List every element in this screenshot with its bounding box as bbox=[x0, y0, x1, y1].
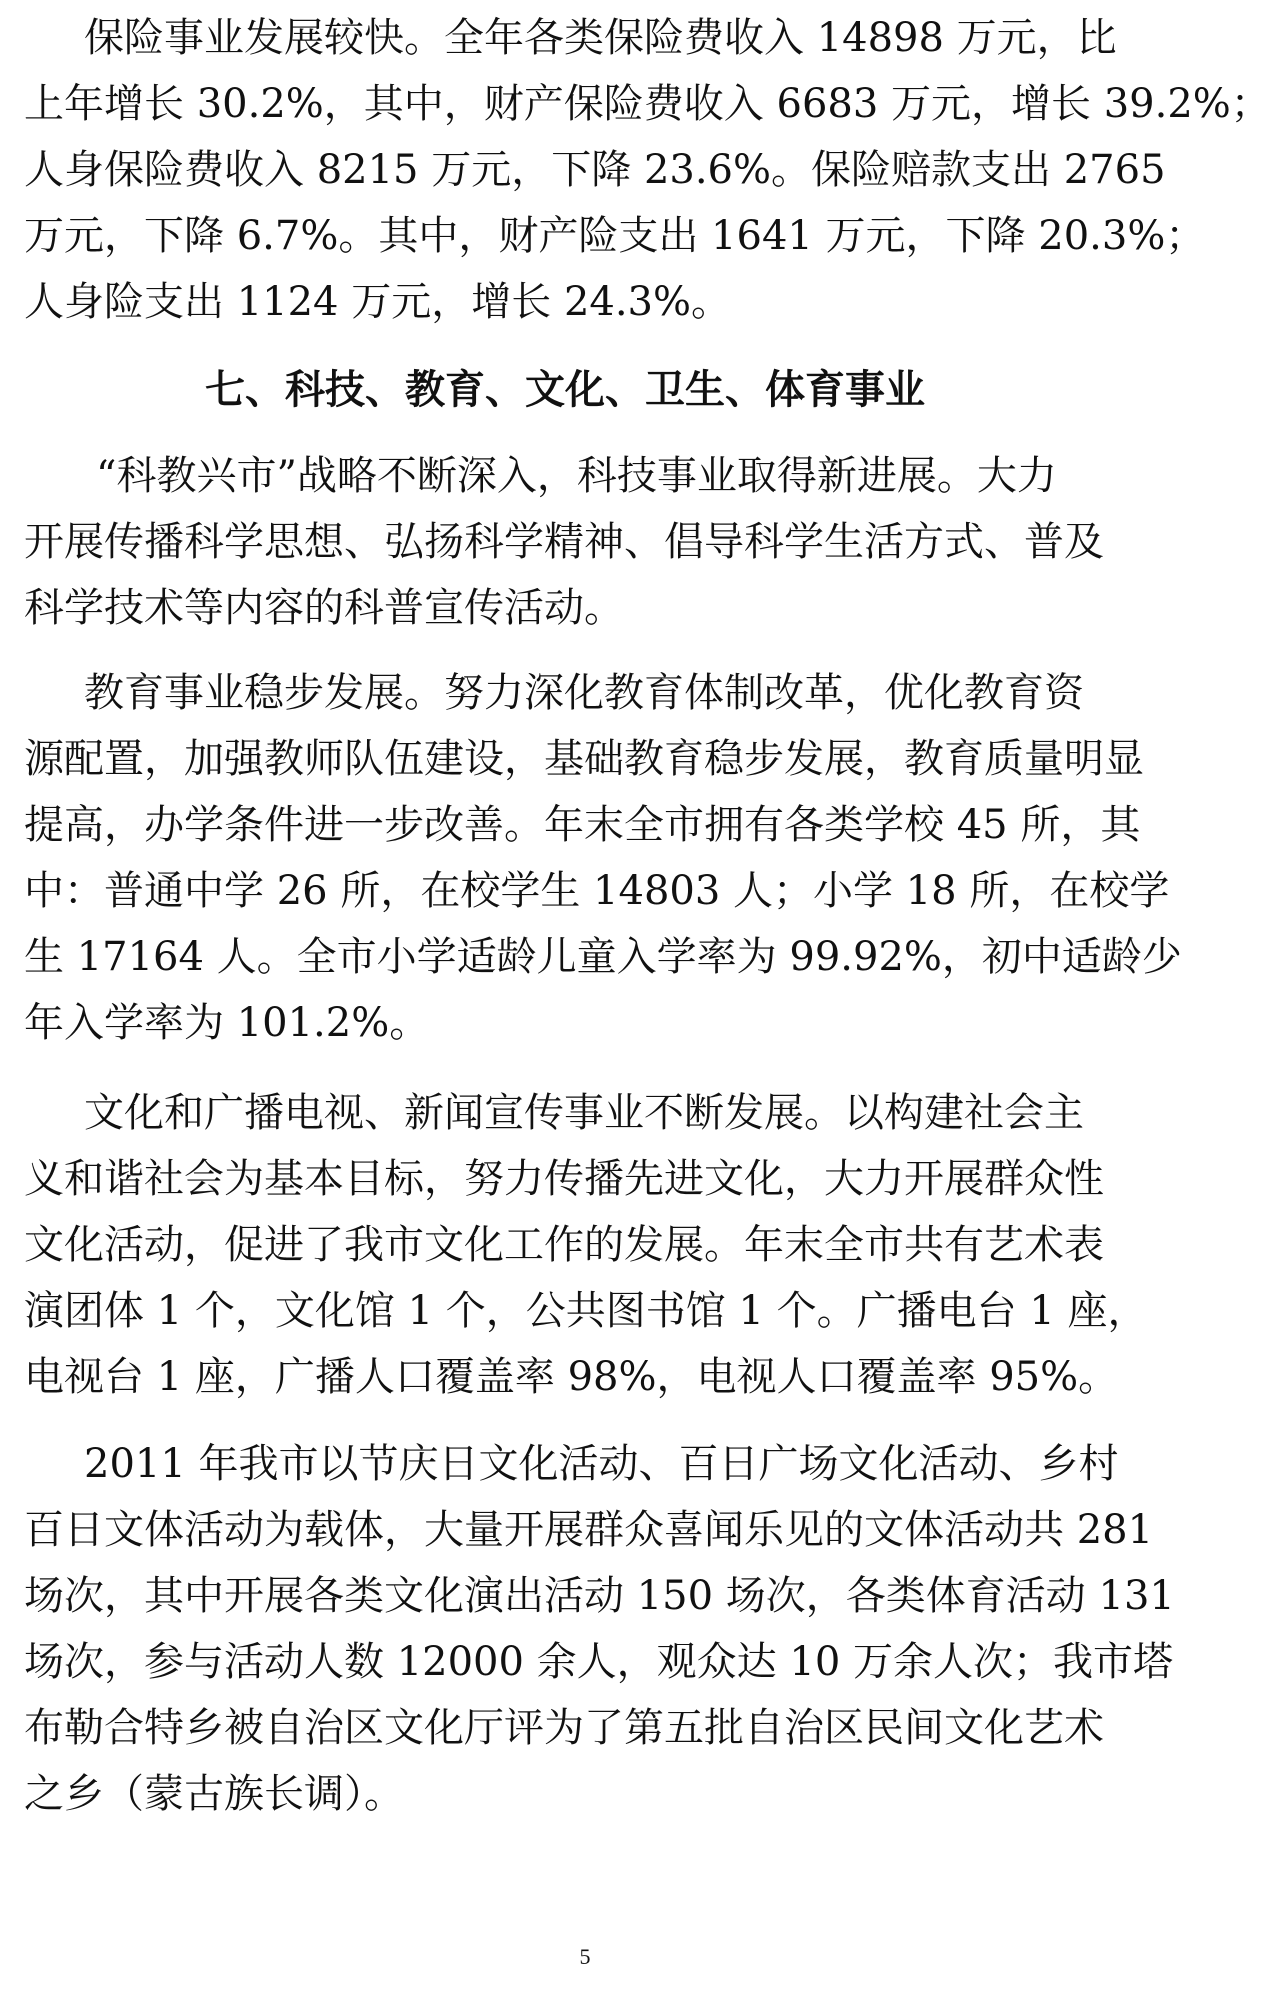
paragraph-line: “科教兴市”战略不断深入，科技事业取得新进展。大力 bbox=[96, 453, 1057, 499]
paragraph-line: 百日文体活动为载体，大量开展群众喜闻乐见的文体活动共 281 bbox=[24, 1507, 1154, 1553]
paragraph-line: 中：普通中学 26 所，在校学生 14803 人；小学 18 所，在校学 bbox=[24, 868, 1170, 914]
paragraph-line: 之乡（蒙古族长调）。 bbox=[24, 1771, 404, 1817]
paragraph-line: 上年增长 30.2%，其中，财产保险费收入 6683 万元，增长 39.2%； bbox=[24, 81, 1271, 127]
paragraph-line: 文化活动，促进了我市文化工作的发展。年末全市共有艺术表 bbox=[24, 1222, 1104, 1268]
paragraph-line: 提高，办学条件进一步改善。年末全市拥有各类学校 45 所，其 bbox=[24, 802, 1141, 848]
paragraph-line: 保险事业发展较快。全年各类保险费收入 14898 万元，比 bbox=[84, 15, 1117, 61]
paragraph-line: 年入学率为 101.2%。 bbox=[24, 1000, 430, 1046]
paragraph-line: 布勒合特乡被自治区文化厅评为了第五批自治区民间文化艺术 bbox=[24, 1705, 1104, 1751]
page-number: 5 bbox=[579, 1944, 591, 1969]
paragraph-line: 开展传播科学思想、弘扬科学精神、倡导科学生活方式、普及 bbox=[24, 519, 1104, 565]
paragraph-line: 场次，其中开展各类文化演出活动 150 场次，各类体育活动 131 bbox=[24, 1573, 1175, 1619]
paragraph-line: 2011 年我市以节庆日文化活动、百日广场文化活动、乡村 bbox=[84, 1441, 1119, 1487]
paragraph-line: 教育事业稳步发展。努力深化教育体制改革，优化教育资 bbox=[84, 670, 1084, 716]
paragraph-line: 演团体 1 个，文化馆 1 个，公共图书馆 1 个。广播电台 1 座， bbox=[24, 1288, 1148, 1334]
paragraph-line: 人身保险费收入 8215 万元，下降 23.6%。保险赔款支出 2765 bbox=[24, 147, 1166, 193]
paragraph-line: 电视台 1 座，广播人口覆盖率 98%，电视人口覆盖率 95%。 bbox=[24, 1354, 1119, 1400]
paragraph-line: 人身险支出 1124 万元，增长 24.3%。 bbox=[24, 279, 732, 325]
paragraph-line: 万元，下降 6.7%。其中，财产险支出 1641 万元，下降 20.3%； bbox=[24, 213, 1206, 259]
section-heading: 七、科技、教育、文化、卫生、体育事业 bbox=[205, 366, 925, 413]
paragraph-line: 源配置，加强教师队伍建设，基础教育稳步发展，教育质量明显 bbox=[24, 736, 1144, 782]
paragraph-line: 科学技术等内容的科普宣传活动。 bbox=[24, 585, 624, 631]
paragraph-line: 文化和广播电视、新闻宣传事业不断发展。以构建社会主 bbox=[84, 1090, 1084, 1136]
paragraph-line: 生 17164 人。全市小学适龄儿童入学率为 99.92%，初中适龄少 bbox=[24, 934, 1182, 980]
paragraph-line: 义和谐社会为基本目标，努力传播先进文化，大力开展群众性 bbox=[24, 1156, 1104, 1202]
paragraph-line: 场次，参与活动人数 12000 余人，观众达 10 万余人次；我市塔 bbox=[24, 1639, 1174, 1685]
